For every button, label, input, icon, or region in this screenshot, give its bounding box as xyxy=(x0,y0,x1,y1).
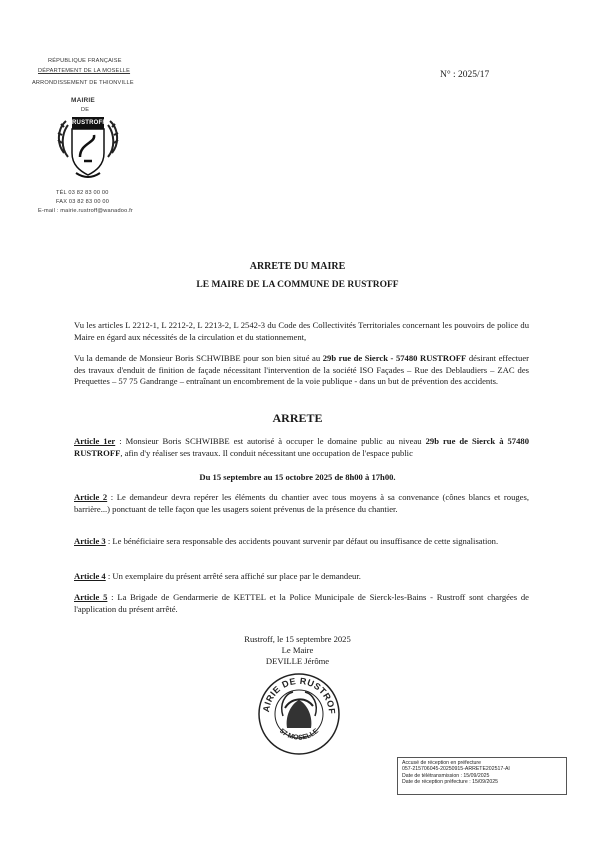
receipt-line-2: 057-215706045-20250915-ARRETE202517-AI xyxy=(402,766,510,773)
article-5-text: : La Brigade de Gendarmerie de KETTEL et la Police Municipale de Sierck-les-Bains - Rustroff sont chargées de l'application du présent arrêté. xyxy=(74,592,529,614)
receipt-line-3: Date de télétransmission : 15/09/2025 xyxy=(402,772,490,779)
vu2-text-post: désirant effectuer des travaux d'enduit de finition de façade nécessitant l'intervention de la société ISO Façades – Rue des Deblaudiers – ZAC des Prequettes – 57 75 Gandrange – entraînant un encombrement de la voie publique - dans un but de prévention des accidents. xyxy=(74,353,529,387)
arrondissement-label: ARRONDISSEMENT DE THIONVILLE xyxy=(32,80,134,86)
receipt-line-4: Date de réception préfecture : 15/09/2025 xyxy=(402,778,499,785)
email-label: E-mail : mairie.rustroff@wanadoo.fr xyxy=(38,208,133,214)
article-3-text: : Le bénéficiaire sera responsable des accidents pouvant survenir par défaut ou insuffisance de cette signalisation. xyxy=(105,536,499,546)
commune-banner: RUSTROFF xyxy=(72,120,107,126)
coat-of-arms-logo xyxy=(52,113,124,183)
article-3-label: Article 3 xyxy=(74,536,106,546)
decree-title: ARRETE DU MAIRE xyxy=(249,261,346,272)
department-label: DÉPARTEMENT DE LA MOSELLE xyxy=(38,68,131,74)
article-1 xyxy=(74,436,529,459)
decree-number: N° : 2025/17 xyxy=(440,70,490,80)
receipt-line-1: Accusé de réception en préfecture xyxy=(402,760,482,766)
mairie-label: MAIRIE xyxy=(71,97,95,104)
mayor-title: LE MAIRE DE LA COMMUNE DE RUSTROFF xyxy=(196,280,399,290)
de-label: DE xyxy=(81,107,90,113)
vu-paragraph-2 xyxy=(74,353,529,388)
signature-name: DEVILLE Jérôme xyxy=(265,656,330,666)
fax-label: FAX 03 82 83 00 00 xyxy=(56,199,110,205)
republic-label: RÉPUBLIQUE FRANÇAISE xyxy=(48,58,122,64)
article-3 xyxy=(74,536,529,548)
vu2-text-pre: Vu la demande de Monsieur Boris SCHWIBBE pour son bien situé au xyxy=(74,353,323,363)
stamp-top-text: AIRIE DE RUSTROF xyxy=(260,675,338,715)
article-2-label: Article 2 xyxy=(74,492,108,502)
article-1-text-pre: : Monsieur Boris SCHWIBBE est autorisé à occuper le domaine public au niveau xyxy=(115,436,426,446)
article-1-label: Article 1er xyxy=(74,436,116,446)
vu2-address: 29b rue de Sierck - 57480 RUSTROFF xyxy=(322,353,467,363)
article-1-text-post: , afin d'y réaliser ses travaux. Il conduit nécessitant une occupation de l'espace public xyxy=(120,447,413,458)
article-5 xyxy=(74,592,529,615)
article-1-address: 29b rue de Sierck à 57480 RUSTROFF xyxy=(74,436,529,458)
signature-place-date: Rustroff, le 15 septembre 2025 xyxy=(244,634,351,644)
stamp-bottom-text: 57 MOSELLE xyxy=(277,727,321,742)
article-5-label: Article 5 xyxy=(74,592,108,602)
prefecture-receipt-box xyxy=(397,757,567,795)
article-4 xyxy=(74,571,529,583)
article-4-text: : Un exemplaire du présent arrêté sera affiché sur place par le demandeur. xyxy=(105,571,361,581)
article-2 xyxy=(74,492,529,515)
article-2-text: : Le demandeur devra repérer les éléments du chantier avec tous moyens à sa convenance (cônes blancs et rouges, barrière...) ponctuant de telle façon que les usagers soient prévenus de la présence du chantier. xyxy=(74,492,529,514)
svg-text:57 MOSELLE xyxy=(278,727,320,741)
article-4-label: Article 4 xyxy=(74,571,106,581)
official-stamp xyxy=(255,668,343,756)
phone-label: TÉL 03 82 83 00 00 xyxy=(56,190,109,196)
vu-paragraph-1: Vu les articles L 2212-1, L 2212-2, L 2213-2, L 2542-3 du Code des Collectivités Territoriales concernant les pouvoirs de police du Maire en égard aux nécessités de la circulation et du stationnement, xyxy=(74,320,529,342)
dates-line: Du 15 septembre au 15 octobre 2025 de 8h00 à 17h00. xyxy=(199,472,396,482)
arrete-heading: ARRETE xyxy=(272,411,323,425)
signature-role: Le Maire xyxy=(281,645,314,655)
